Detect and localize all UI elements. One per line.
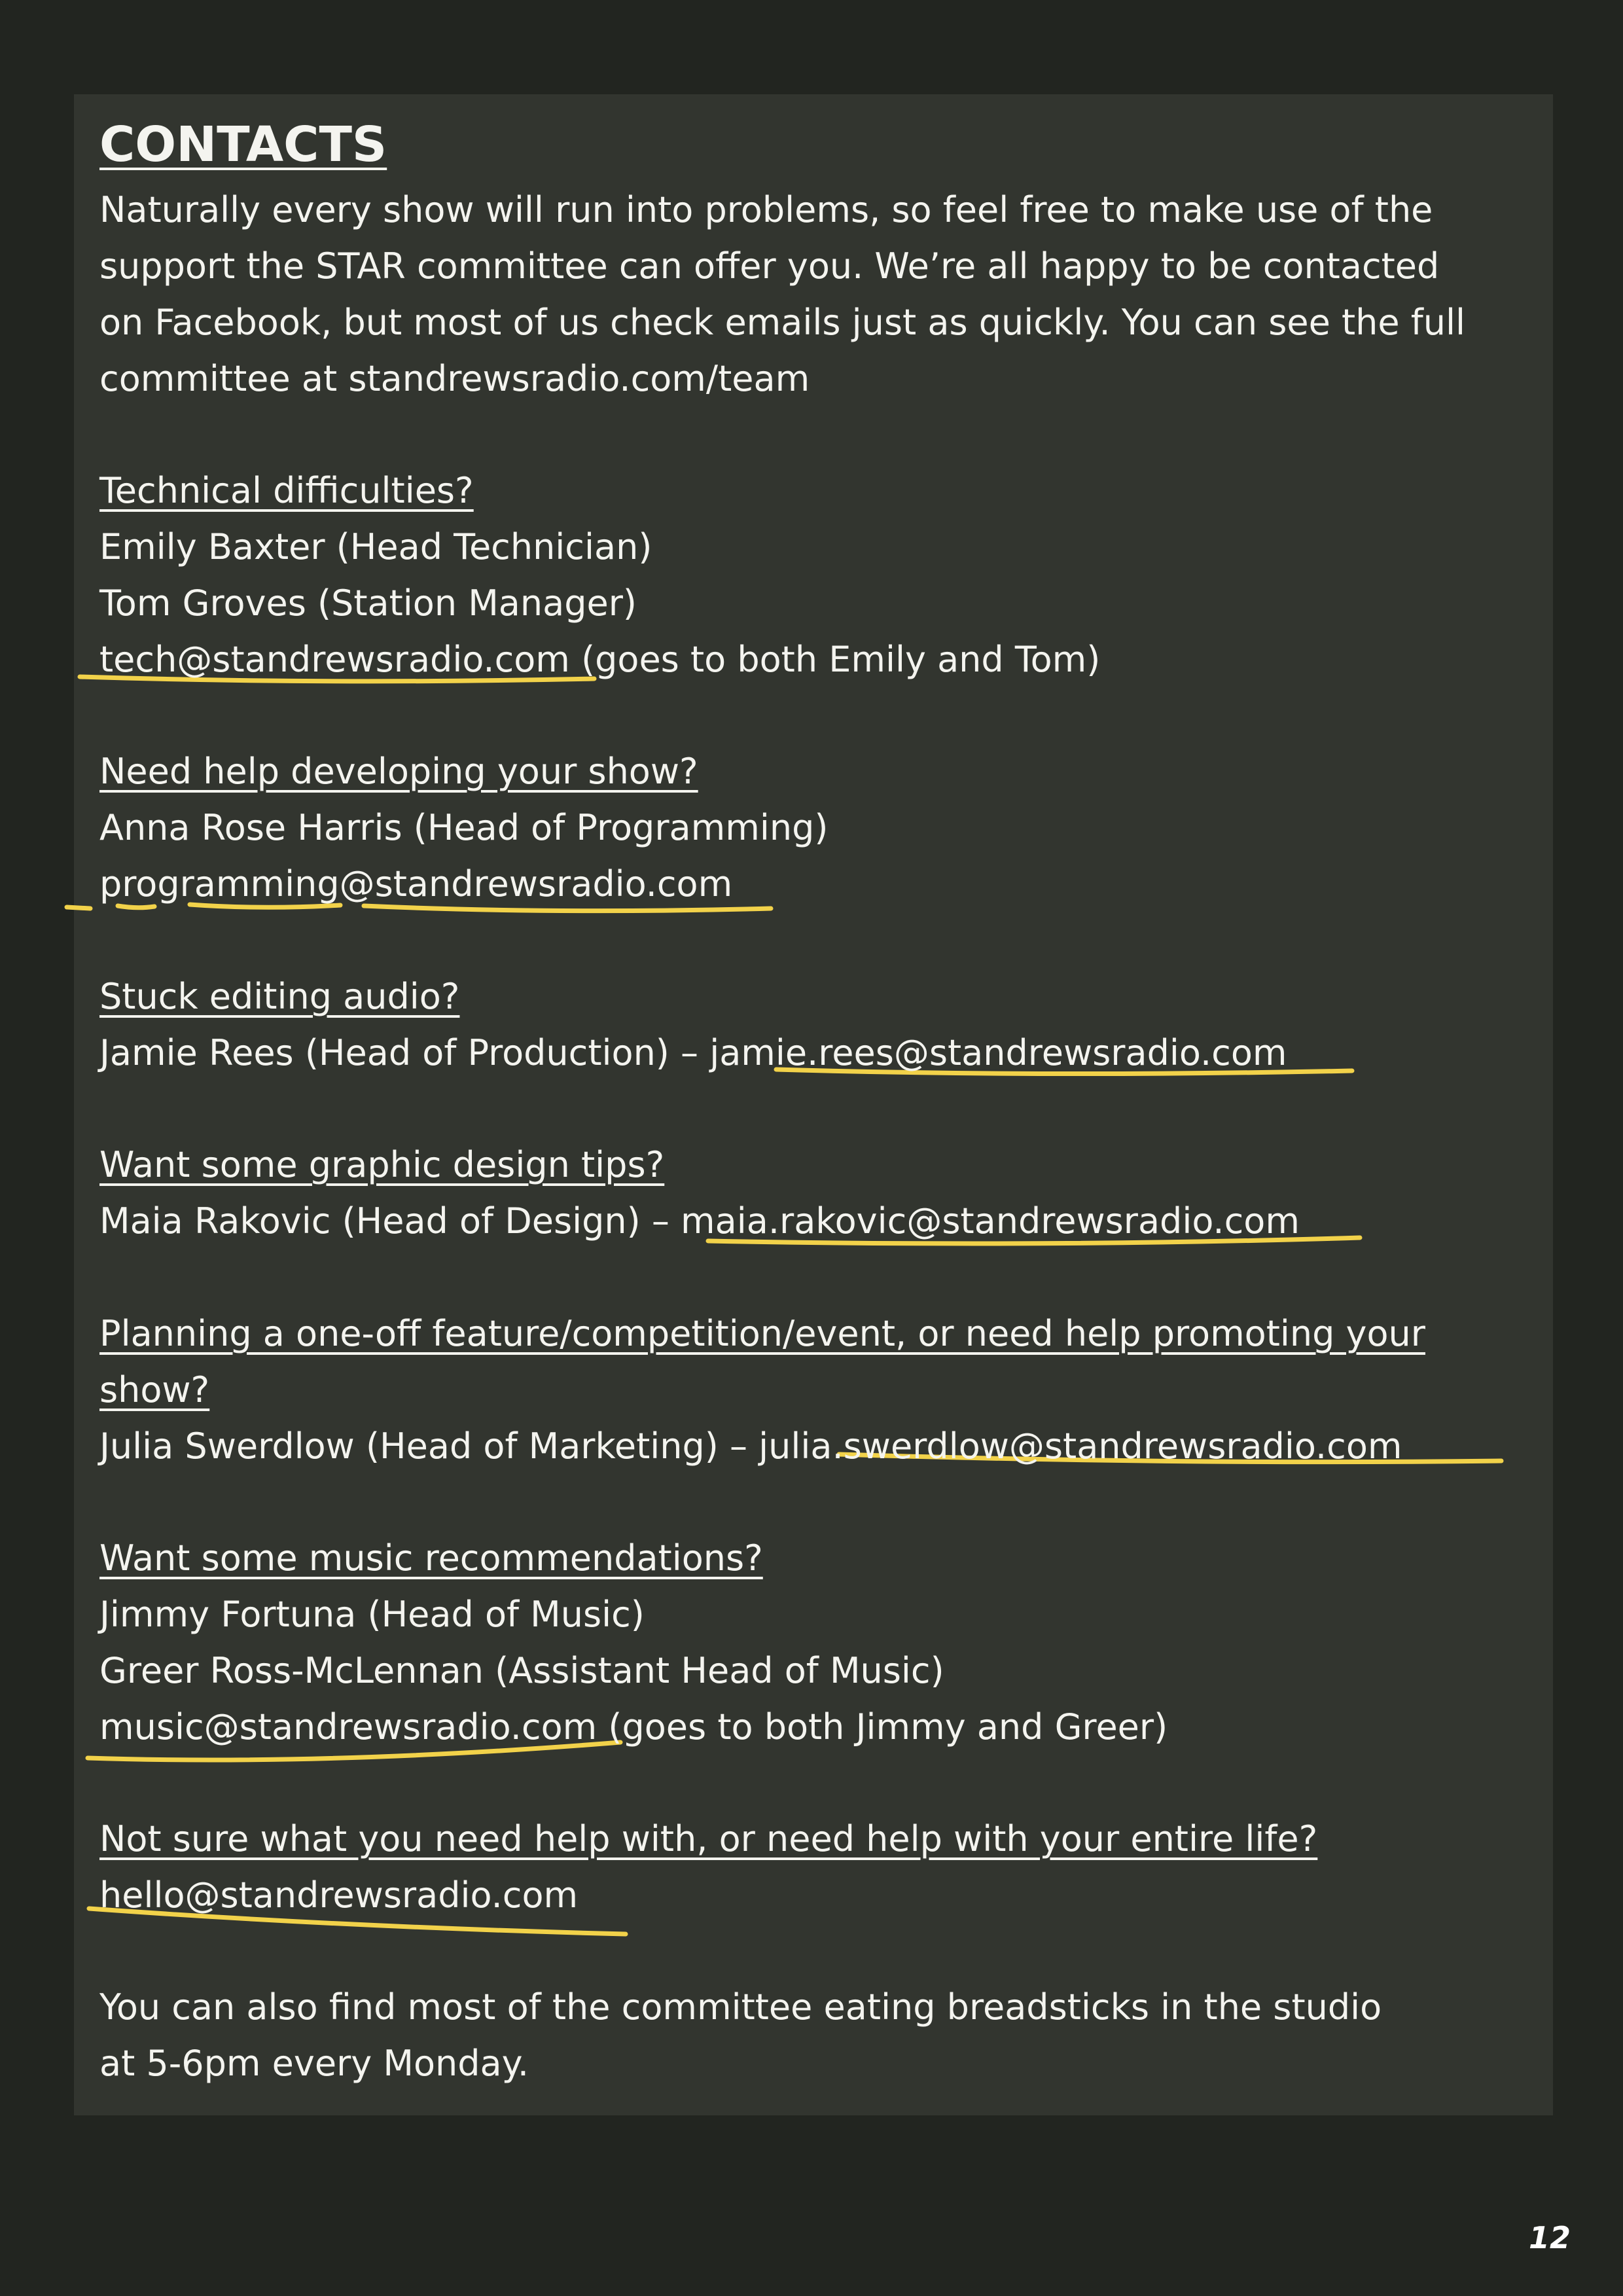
production-line [99,1025,1287,1081]
maia-email-link[interactable]: maia.rakovic@standrewsradio.com [681,1200,1300,1242]
programming-email-link[interactable]: programming@standrewsradio.com [99,863,733,905]
music-email-link[interactable]: music@standrewsradio.com [99,1706,597,1748]
contact-julia: Julia Swerdlow (Head of Marketing) – [99,1426,759,1467]
contact-greer: Greer Ross-McLennan (Assistant Head of Music) [99,1650,944,1691]
design-line [99,1193,1300,1249]
contact-emily: Emily Baxter (Head Technician) [99,526,652,567]
julia-email-link[interactable]: julia.swerdlow@standrewsradio.com [758,1426,1402,1467]
page-number: 12 [1529,2220,1571,2255]
heading-marketing-cont: show? [99,1369,210,1410]
closing-line: You can also find most of the committee eating breadsticks in the studio [99,1986,1382,2028]
closing-line: at 5-6pm every Monday. [99,2043,529,2084]
contact-maia: Maia Rakovic (Head of Design) – [99,1200,681,1242]
music-email-line [99,1699,1168,1755]
tech-email-link[interactable]: tech@standrewsradio.com [99,639,570,680]
jamie-email-link[interactable]: jamie.rees@standrewsradio.com [709,1032,1287,1073]
contact-anna: Anna Rose Harris (Head of Programming) [99,807,829,848]
tech-email-note: (goes to both Emily and Tom) [569,639,1101,680]
intro-line: support the STAR committee can offer you. We’re all happy to be contacted [99,245,1440,287]
marketing-line [99,1418,1402,1475]
hello-email-link[interactable]: hello@standrewsradio.com [99,1874,579,1916]
intro-line: on Facebook, but most of us check emails just as quickly. You can see the full [99,302,1465,343]
heading-production: Stuck editing audio? [99,976,460,1017]
heading-programming: Need help developing your show? [99,751,698,792]
contact-jimmy: Jimmy Fortuna (Head of Music) [99,1594,645,1635]
heading-marketing: Planning a one-off feature/competition/event, or need help promoting your [99,1313,1425,1354]
contact-tom: Tom Groves (Station Manager) [99,583,637,624]
music-email-note: (goes to both Jimmy and Greer) [597,1706,1168,1748]
page-title: CONTACTS [99,117,387,173]
intro-line: committee at standrewsradio.com/team [99,358,810,399]
heading-technical: Technical difficulties? [99,470,474,511]
heading-general: Not sure what you need help with, or need help with your entire life? [99,1818,1318,1859]
contact-jamie: Jamie Rees (Head of Production) – [99,1032,710,1073]
tech-email-line [99,632,1100,688]
heading-music: Want some music recommendations? [99,1537,763,1579]
heading-design: Want some graphic design tips? [99,1144,665,1185]
intro-line: Naturally every show will run into problems, so feel free to make use of the [99,189,1433,230]
highlight-programming-1 [67,907,90,908]
